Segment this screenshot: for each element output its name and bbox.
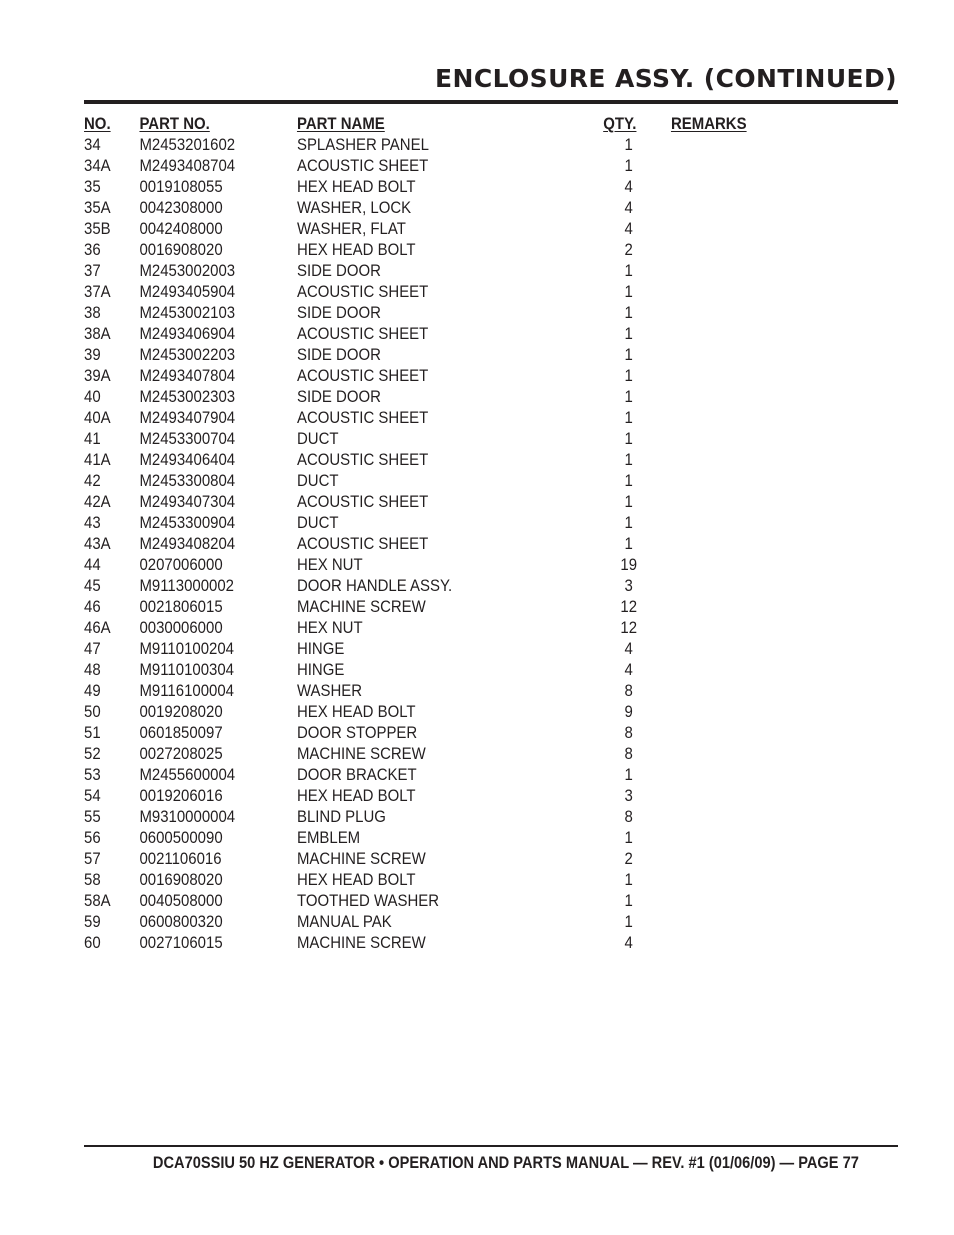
row-qty: 1	[624, 408, 633, 427]
row-no: 44	[84, 555, 101, 574]
row-qty: 1	[624, 870, 633, 889]
row-part-name: SIDE DOOR	[296, 303, 381, 322]
row-part-no: M9116100004	[139, 681, 234, 700]
row-no: 53	[84, 765, 101, 784]
row-part-name: WASHER, FLAT	[296, 219, 406, 238]
row-part-no: M2453002303	[139, 387, 236, 406]
row-qty: 4	[624, 219, 633, 238]
row-part-no: M2453201602	[139, 135, 236, 154]
table-row	[84, 596, 753, 617]
row-part-name: ACOUSTIC SHEET	[296, 324, 429, 343]
row-qty: 1	[624, 429, 633, 448]
row-part-name: HEX HEAD BOLT	[296, 177, 416, 196]
row-no: 46A	[84, 618, 111, 637]
table-row	[84, 491, 753, 512]
row-part-name: BLIND PLUG	[296, 807, 386, 826]
row-part-no: 0600500090	[139, 828, 223, 847]
row-no: 38A	[84, 324, 111, 343]
table-row	[84, 344, 753, 365]
row-part-name: ACOUSTIC SHEET	[296, 534, 429, 553]
row-qty: 3	[624, 786, 633, 805]
row-qty: 1	[624, 261, 633, 280]
table-row	[84, 785, 753, 806]
row-no: 42	[84, 471, 101, 490]
table-row	[84, 764, 753, 785]
table-row	[84, 176, 753, 197]
row-part-no: M2453002203	[139, 345, 236, 364]
row-qty: 1	[624, 765, 633, 784]
table-row	[84, 197, 753, 218]
row-qty: 4	[624, 660, 633, 679]
row-part-no: 0027208025	[139, 744, 223, 763]
table-row	[84, 911, 753, 932]
table-row	[84, 281, 753, 302]
table-row	[84, 407, 753, 428]
row-part-no: 0019206016	[139, 786, 223, 805]
table-row	[84, 134, 753, 155]
row-no: 52	[84, 744, 101, 763]
row-no: 45	[84, 576, 101, 595]
page-footer: DCA70SSIU 50 HZ GENERATOR • OPERATION AND PARTS MANUAL — REV. #1 (01/06/09) — PAGE 77	[153, 1153, 859, 1172]
row-no: 54	[84, 786, 101, 805]
row-part-name: ACOUSTIC SHEET	[296, 156, 429, 175]
row-qty: 1	[624, 303, 633, 322]
row-no: 58A	[84, 891, 111, 910]
row-part-name: MACHINE SCREW	[296, 597, 426, 616]
table-row	[84, 302, 753, 323]
row-no: 42A	[84, 492, 111, 511]
row-part-no: M9110100204	[139, 639, 234, 658]
row-part-no: M2493407304	[139, 492, 236, 511]
row-qty: 4	[624, 198, 633, 217]
row-qty: 1	[624, 282, 633, 301]
row-part-no: M2453300804	[139, 471, 236, 490]
header-part-name: PART NAME	[296, 114, 385, 133]
row-part-no: 0027106015	[139, 933, 223, 952]
row-qty: 12	[620, 597, 638, 616]
row-no: 56	[84, 828, 101, 847]
row-qty: 9	[624, 702, 633, 721]
row-part-name: MACHINE SCREW	[296, 933, 426, 952]
row-no: 41A	[84, 450, 111, 469]
table-row	[84, 365, 753, 386]
table-header-row	[84, 113, 753, 134]
row-part-name: ACOUSTIC SHEET	[296, 408, 429, 427]
row-part-no: 0021106016	[139, 849, 222, 868]
header-no: NO.	[84, 114, 111, 133]
row-part-name: HEX HEAD BOLT	[296, 702, 416, 721]
table-row	[84, 701, 753, 722]
table-row	[84, 323, 753, 344]
row-no: 41	[84, 429, 101, 448]
row-part-name: HINGE	[296, 660, 345, 679]
row-part-no: M2493406404	[139, 450, 236, 469]
table-row	[84, 617, 753, 638]
row-part-name: DOOR STOPPER	[296, 723, 418, 742]
row-no: 35	[84, 177, 101, 196]
row-part-name: ACOUSTIC SHEET	[296, 282, 429, 301]
row-part-name: HEX HEAD BOLT	[296, 870, 416, 889]
table-row	[84, 575, 753, 596]
row-part-name: DUCT	[296, 471, 339, 490]
header-part-no: PART NO.	[139, 114, 210, 133]
row-part-name: TOOTHED WASHER	[296, 891, 440, 910]
row-no: 50	[84, 702, 101, 721]
row-part-name: MACHINE SCREW	[296, 849, 426, 868]
row-part-name: MANUAL PAK	[296, 912, 392, 931]
row-qty: 1	[624, 135, 633, 154]
table-row	[84, 470, 753, 491]
row-part-name: DUCT	[296, 513, 339, 532]
table-row	[84, 848, 753, 869]
row-no: 34A	[84, 156, 111, 175]
row-no: 35A	[84, 198, 111, 217]
row-qty: 4	[624, 639, 633, 658]
row-part-name: HEX NUT	[296, 555, 363, 574]
row-part-no: 0030006000	[139, 618, 223, 637]
row-no: 40	[84, 387, 101, 406]
row-no: 60	[84, 933, 101, 952]
row-qty: 1	[624, 387, 633, 406]
title-rule	[84, 100, 898, 104]
table-row	[84, 932, 753, 953]
table-row	[84, 533, 753, 554]
row-no: 47	[84, 639, 101, 658]
row-no: 51	[84, 723, 101, 742]
row-no: 39	[84, 345, 101, 364]
row-part-name: HEX HEAD BOLT	[296, 786, 416, 805]
parts-table	[84, 113, 844, 953]
row-part-no: M2493408204	[139, 534, 236, 553]
table-row	[84, 743, 753, 764]
page-title: ENCLOSURE ASSY. (CONTINUED)	[435, 64, 897, 93]
row-part-name: EMBLEM	[296, 828, 361, 847]
table-row	[84, 260, 753, 281]
row-qty: 19	[620, 555, 638, 574]
row-part-no: M2455600004	[139, 765, 236, 784]
row-qty: 3	[624, 576, 633, 595]
row-no: 35B	[84, 219, 111, 238]
row-no: 37A	[84, 282, 111, 301]
row-part-name: HINGE	[296, 639, 345, 658]
row-qty: 8	[624, 723, 633, 742]
row-no: 43	[84, 513, 101, 532]
row-part-name: ACOUSTIC SHEET	[296, 366, 429, 385]
row-part-no: M9113000002	[139, 576, 234, 595]
row-qty: 2	[624, 240, 633, 259]
row-qty: 1	[624, 534, 633, 553]
row-qty: 4	[624, 933, 633, 952]
row-part-no: 0016908020	[139, 240, 223, 259]
row-qty: 1	[624, 450, 633, 469]
row-part-no: 0016908020	[139, 870, 223, 889]
row-part-name: WASHER	[296, 681, 363, 700]
table-row	[84, 386, 753, 407]
row-part-no: M9310000004	[139, 807, 236, 826]
table-row	[84, 428, 753, 449]
row-part-name: HEX NUT	[296, 618, 363, 637]
row-part-no: 0042408000	[139, 219, 223, 238]
row-part-name: DUCT	[296, 429, 339, 448]
row-part-no: M2453002103	[139, 303, 236, 322]
row-part-no: M2453002003	[139, 261, 236, 280]
row-no: 57	[84, 849, 101, 868]
table-row	[84, 449, 753, 470]
table-row	[84, 239, 753, 260]
table-row	[84, 890, 753, 911]
row-part-name: MACHINE SCREW	[296, 744, 426, 763]
row-no: 48	[84, 660, 101, 679]
row-part-name: SIDE DOOR	[296, 387, 381, 406]
table-row	[84, 722, 753, 743]
row-qty: 8	[624, 681, 633, 700]
row-qty: 1	[624, 492, 633, 511]
table-row	[84, 554, 753, 575]
table-row	[84, 638, 753, 659]
row-no: 34	[84, 135, 101, 154]
row-part-no: 0601850097	[139, 723, 223, 742]
row-part-no: 0600800320	[139, 912, 223, 931]
row-qty: 12	[620, 618, 638, 637]
row-qty: 1	[624, 366, 633, 385]
row-part-name: SIDE DOOR	[296, 345, 381, 364]
row-part-no: M9110100304	[139, 660, 234, 679]
table-row	[84, 869, 753, 890]
row-part-no: M2453300704	[139, 429, 236, 448]
row-qty: 8	[624, 744, 633, 763]
row-part-no: 0019108055	[139, 177, 223, 196]
row-qty: 1	[624, 891, 633, 910]
table-row	[84, 827, 753, 848]
row-part-name: DOOR BRACKET	[296, 765, 417, 784]
row-part-name: ACOUSTIC SHEET	[296, 450, 429, 469]
row-qty: 1	[624, 345, 633, 364]
row-part-no: M2493406904	[139, 324, 236, 343]
row-no: 37	[84, 261, 101, 280]
row-part-no: M2493407804	[139, 366, 236, 385]
row-no: 49	[84, 681, 101, 700]
footer-rule	[84, 1145, 898, 1147]
row-no: 55	[84, 807, 101, 826]
table-row	[84, 218, 753, 239]
table-row	[84, 512, 753, 533]
row-part-no: 0019208020	[139, 702, 223, 721]
row-qty: 2	[624, 849, 633, 868]
row-no: 58	[84, 870, 101, 889]
row-qty: 8	[624, 807, 633, 826]
table-row	[84, 155, 753, 176]
row-part-name: SPLASHER PANEL	[296, 135, 429, 154]
row-no: 43A	[84, 534, 111, 553]
row-part-no: 0207006000	[139, 555, 223, 574]
table-row	[84, 680, 753, 701]
row-part-no: 0040508000	[139, 891, 223, 910]
row-part-no: 0021806015	[139, 597, 223, 616]
table-row	[84, 659, 753, 680]
row-no: 40A	[84, 408, 111, 427]
row-qty: 4	[624, 177, 633, 196]
row-qty: 1	[624, 324, 633, 343]
row-no: 36	[84, 240, 101, 259]
row-part-name: WASHER, LOCK	[296, 198, 412, 217]
row-part-no: 0042308000	[139, 198, 223, 217]
row-part-no: M2493408704	[139, 156, 236, 175]
row-part-name: DOOR HANDLE ASSY.	[296, 576, 453, 595]
row-qty: 1	[624, 471, 633, 490]
row-part-name: ACOUSTIC SHEET	[296, 492, 429, 511]
row-no: 39A	[84, 366, 111, 385]
row-part-name: SIDE DOOR	[296, 261, 381, 280]
header-remarks: REMARKS	[670, 114, 747, 133]
row-qty: 1	[624, 513, 633, 532]
row-part-no: M2453300904	[139, 513, 236, 532]
row-qty: 1	[624, 912, 633, 931]
row-qty: 1	[624, 156, 633, 175]
row-part-name: HEX HEAD BOLT	[296, 240, 416, 259]
row-no: 46	[84, 597, 101, 616]
table-row	[84, 806, 753, 827]
row-part-no: M2493407904	[139, 408, 236, 427]
row-qty: 1	[624, 828, 633, 847]
table-body	[84, 134, 844, 953]
row-no: 59	[84, 912, 101, 931]
row-no: 38	[84, 303, 101, 322]
header-qty: QTY.	[603, 114, 637, 133]
row-part-no: M2493405904	[139, 282, 236, 301]
